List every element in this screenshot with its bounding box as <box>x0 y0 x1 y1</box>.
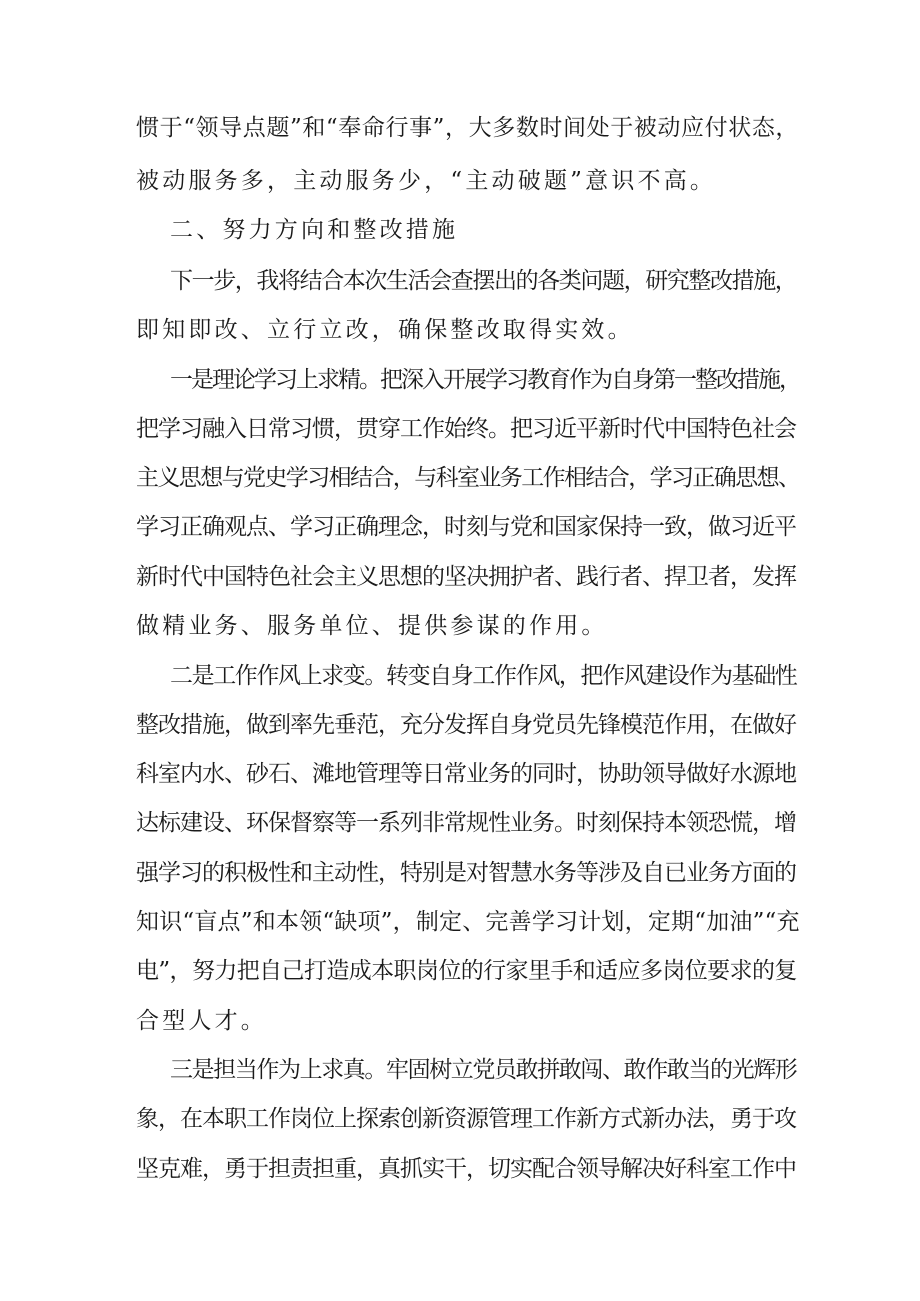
text-line: 电”，努力把自己打造成本职岗位的行家里手和适应多岗位要求的复 <box>136 958 797 984</box>
text-line: 科室内水、砂石、滩地管理等日常业务的同时，协助领导做好水源地 <box>136 761 796 787</box>
text-line: 被动服务多，主动服务少，“主动破题”意识不高。 <box>136 168 717 194</box>
text-line: 主义思想与党史学习相结合，与科室业务工作相结合，学习正确思想、 <box>136 465 800 491</box>
text-line: 即知即改、立行立改，确保整改取得实效。 <box>136 317 634 343</box>
text-line: 坚克难，勇于担责担重，真抓实干，切实配合领导解决好科室工作中 <box>136 1156 796 1182</box>
text-line: 三是担当作为上求真。牢固树立党员敢拼敢闯、敢作敢当的光辉形 <box>170 1057 797 1083</box>
text-line: 知识“盲点”和本领“缺项”，制定、完善学习计划，定期“加油”“充 <box>136 909 800 935</box>
text-line: 象，在本职工作岗位上探索创新资源管理工作新方式新办法，勇于攻 <box>136 1106 796 1132</box>
text-line: 新时代中国特色社会主义思想的坚决拥护者、践行者、捍卫者，发挥 <box>136 564 796 590</box>
text-line: 强学习的积极性和主动性，特别是对智慧水务等涉及自已业务方面的 <box>136 860 796 886</box>
text-line: 把学习融入日常习惯，贯穿工作始终。把习近平新时代中国特色社会 <box>136 416 796 442</box>
text-line: 一是理论学习上求精。把深入开展学习教育作为自身第一整改措施， <box>170 367 800 393</box>
text-line: 惯于“领导点题”和“奉命行事”，大多数时间处于被动应付状态， <box>136 115 800 141</box>
text-line: 合型人才。 <box>136 1008 267 1034</box>
text-line: 达标建设、环保督察等一系列非常规性业务。时刻保持本领恐慌，增 <box>136 810 796 836</box>
text-line: 下一步，我将结合本次生活会查摆出的各类问题，研究整改措施， <box>170 268 797 294</box>
text-line: 做精业务、服务单位、提供参谋的作用。 <box>136 613 608 639</box>
text-line: 学习正确观点、学习正确理念，时刻与党和国家保持一致，做习近平 <box>136 514 796 540</box>
text-line: 整改措施，做到率先垂范，充分发挥自身党员先锋模范作用，在做好 <box>136 712 796 738</box>
section-heading: 二、努力方向和整改措施 <box>170 217 459 243</box>
text-line: 二是工作作风上求变。转变自身工作作风，把作风建设作为基础性 <box>170 663 797 689</box>
